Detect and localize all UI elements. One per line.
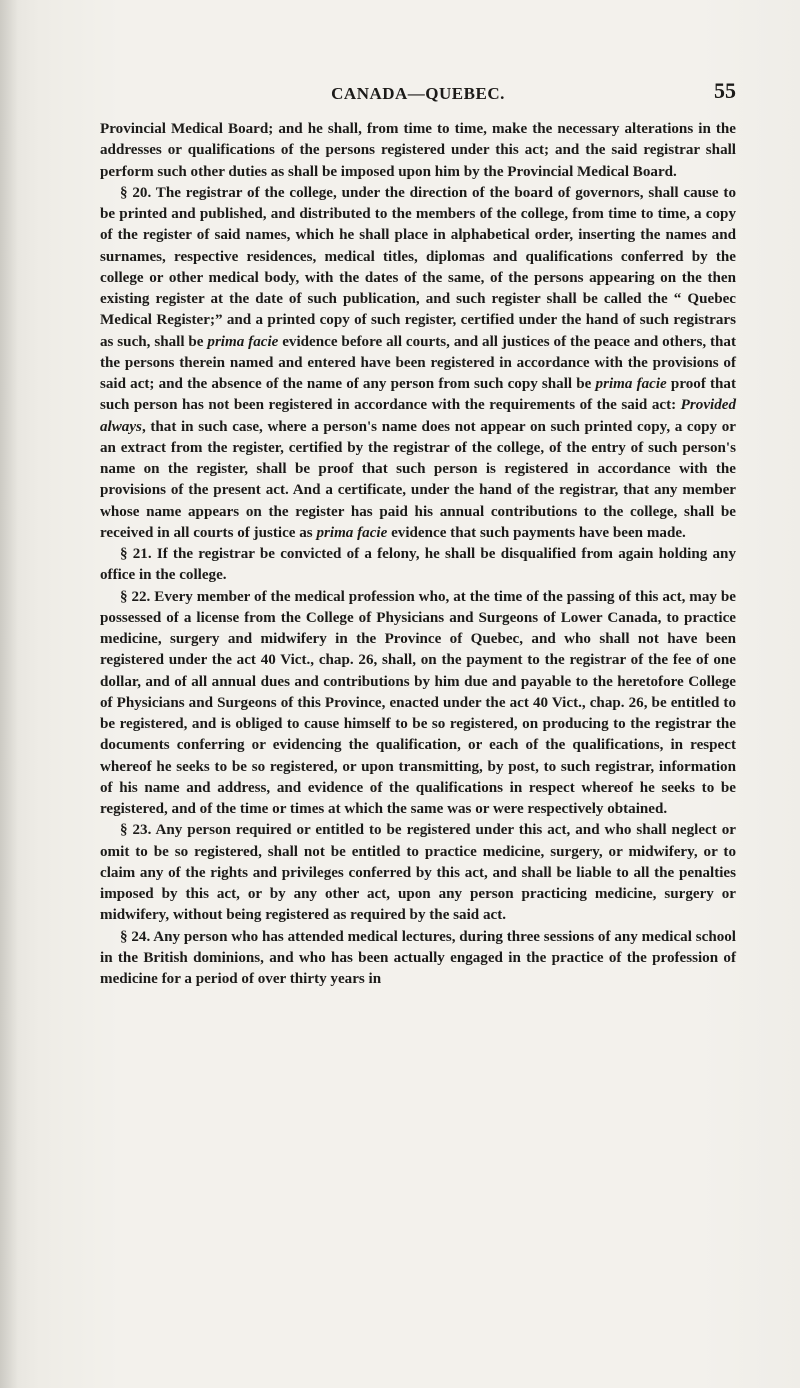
text-run: proof that such person has not been registered in accordance with the requirements of the said act: xyxy=(100,376,737,414)
page-header xyxy=(100,78,736,108)
binding-shadow xyxy=(0,0,18,1388)
body-text xyxy=(100,119,736,990)
section-24 xyxy=(100,927,736,991)
paragraph-continuation xyxy=(100,119,736,183)
section-21 xyxy=(100,544,736,587)
text-run: § 22. Every member of the medical profession who, at the time of the passing of this act, may be possessed of a license from the College of Physicians and Surgeons of Lower Canada, to practice medicine, surgery and midwifery in the Province of Quebec, and who shall not have been registered under the act 40 Vict., chap. 26, shall, on the payment to the registrar of the fee of one dollar, and of all annual dues and contributions by him due and payable to the heretofore College of Physicians and Surgeons of this Province, enacted under the act 40 Vict., chap. 26, be entitled to be registered, and is obliged to cause himself to be so registered, on producing to the registrar the documents conferring or evidencing the qualification, or each of the qualifications, in respect whereof he seeks to be so registered, or upon transmitting, by post, to such registrar, information of his name and address, and evidence of the qualifications in respect whereof he seeks to be registered, and of the time or times at which the same was or were respectively obtained. xyxy=(100,588,736,817)
text-run: § 21. If the registrar be convicted of a felony, he shall be disqualified from again holding any office in the college. xyxy=(100,546,736,584)
italic-phrase: prima facie xyxy=(316,524,388,541)
page-number: 55 xyxy=(714,78,736,103)
text-run: § 24. Any person who has attended medical lectures, during three sessions of any medical school in the British dominions, and who has been actually engaged in the practice of the profession of medicine for a period of over thirty years in xyxy=(100,928,736,987)
running-head: CANADA—QUEBEC. xyxy=(331,84,505,103)
text-run: § 23. Any person required or entitled to be registered under this act, and who shall neglect or omit to be so registered, shall not be entitled to practice medicine, surgery, or midwifery, or to claim any of the rights and privileges conferred by this act, and shall be liable to all the penalties imposed by this act, or by any other act, upon any person practicing medicine, surgery or midwifery, without being registered as required by the said act. xyxy=(100,822,736,924)
text-run: evidence before all courts, and all justices of the peace and others, that the persons therein named and entered have been registered in accordance with the provisions of said act; and the absence of the name of any person from such copy shall be xyxy=(100,333,736,392)
italic-phrase: prima facie xyxy=(595,376,667,392)
italic-phrase: Provided always xyxy=(100,397,736,435)
text-run: Provincial Medical Board; and he shall, from time to time, make the necessary alterations in the addresses or qualifications of the persons registered under this act; and the said registrar shall perform such other duties as shall be imposed upon him by the Provincial Medical Board. xyxy=(100,121,736,180)
text-run: , that in such case, where a person's name does not appear on such printed copy, a copy or an extract from the register, certified by the registrar of the college, of the entry of such person's name on the register, shall be proof that such person is registered in accordance with the provisions of the present act. And a certificate, under the hand of the registrar, that any member whose name appears on the register has paid his annual contributions to the college, shall be received in all courts of justice as xyxy=(100,418,736,541)
text-run: evidence that such payments have been made. xyxy=(387,524,686,541)
section-20 xyxy=(100,183,736,544)
section-23 xyxy=(100,820,736,926)
italic-phrase: prima facie xyxy=(207,333,279,350)
text-run: § 20. The registrar of the college, under the direction of the board of governors, shall cause to be printed and published, and distributed to the members of the college, from time to time, a copy of the register of said names, which he shall place in alphabetical order, inserting the names and surnames, respective residences, medical titles, diplomas and qualifications conferred by the college or other medical body, with the dates of the same, of the persons appearing on the then existing register at the date of such publication, and such register shall be called the “ Quebec Medical Register;” and a printed copy of such register, certified under the hand of such registrars as such, shall be xyxy=(100,184,736,350)
section-22 xyxy=(100,587,736,821)
